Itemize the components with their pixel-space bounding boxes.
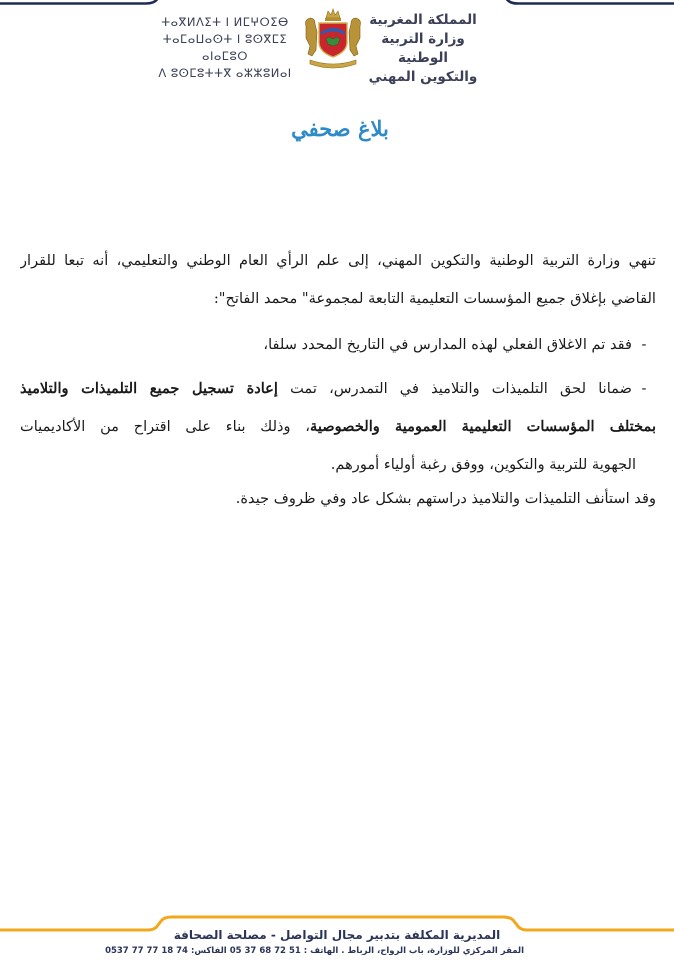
bullet-2-line-2-plain: ، وذلك بناء على اقتراح من الأكاديميات [20, 418, 311, 435]
press-release-body [20, 242, 656, 514]
document-title: بلاغ صحفي [291, 116, 389, 141]
bullet-marker: - [641, 336, 647, 353]
intro-line-2: القاضي بإغلاق جميع المؤسسات التعليمية التابعة لمجموعة" محمد الفاتح": [213, 290, 656, 307]
ministry-name-line-1: وزارة التربية الوطنية [381, 31, 465, 66]
intro-line-1: تنهي وزارة التربية الوطنية والتكوين المهني، إلى علم الرأي العام الوطني والتعليمي، أنه تبعا للقرار [20, 252, 656, 269]
bullet-2-line-2 [20, 408, 656, 446]
footer-department-title: المديرية المكلفة بتدبير مجال التواصل - مصلحة الصحافة [173, 928, 501, 942]
bullet-text: فقد تم الاغلاق الفعلي لهذه المدارس في التاريخ المحدد سلفا، [263, 336, 632, 353]
tifinagh-line-1: ⵜⴰⴳⵍⴷⵉⵜ ⵏ ⵍⵎⵖⵔⵉⴱ [161, 15, 289, 29]
bullet-item-2 [20, 370, 656, 408]
closing-paragraph: وقد استأنف التلميذات والتلاميذ دراستهم بشكل عاد وفي ظروف جيدة. [235, 490, 656, 507]
morocco-coat-of-arms-icon [300, 6, 366, 72]
tifinagh-line-2: ⵜⴰⵎⴰⵡⴰⵙⵜ ⵏ ⵓⵙⴳⵎⵉ ⴰⵏⴰⵎⵓⵔ [162, 32, 288, 63]
bullet-2-line-1-plain: ضمانا لحق التلميذات والتلاميذ في التمدرس، تمت [277, 380, 632, 397]
header-tifinagh-text [150, 14, 300, 82]
tifinagh-line-3: ⴷ ⵓⵙⵎⵓⵜⵜⴳ ⴰⵣⵣⵓⵍⴰⵏ [158, 66, 292, 80]
header-arabic-text [368, 11, 478, 87]
kingdom-name: المملكة المغربية [369, 12, 477, 28]
bullet-marker: - [641, 380, 647, 397]
bullet-item-1 [20, 326, 656, 364]
bullet-2-line-3: الجهوية للتربية والتكوين، ووفق رغبة أولياء أمورهم. [330, 456, 636, 473]
bullet-2-line-1-bold: إعادة تسجيل جميع التلميذات والتلاميذ [20, 380, 278, 397]
bullet-2-line-1 [20, 370, 632, 408]
bullet-2-line-2-bold: بمختلف المؤسسات التعليمية العمومية والخصوصية [310, 418, 656, 435]
ministry-name-line-2: والتكوين المهني [368, 69, 478, 85]
footer-contact-address: المقر المركزي للوزارة، باب الرواح، الرباط . الهاتف : 51 72 68 37 05 الفاكس: 74 18 77 77 0537 [105, 946, 524, 956]
